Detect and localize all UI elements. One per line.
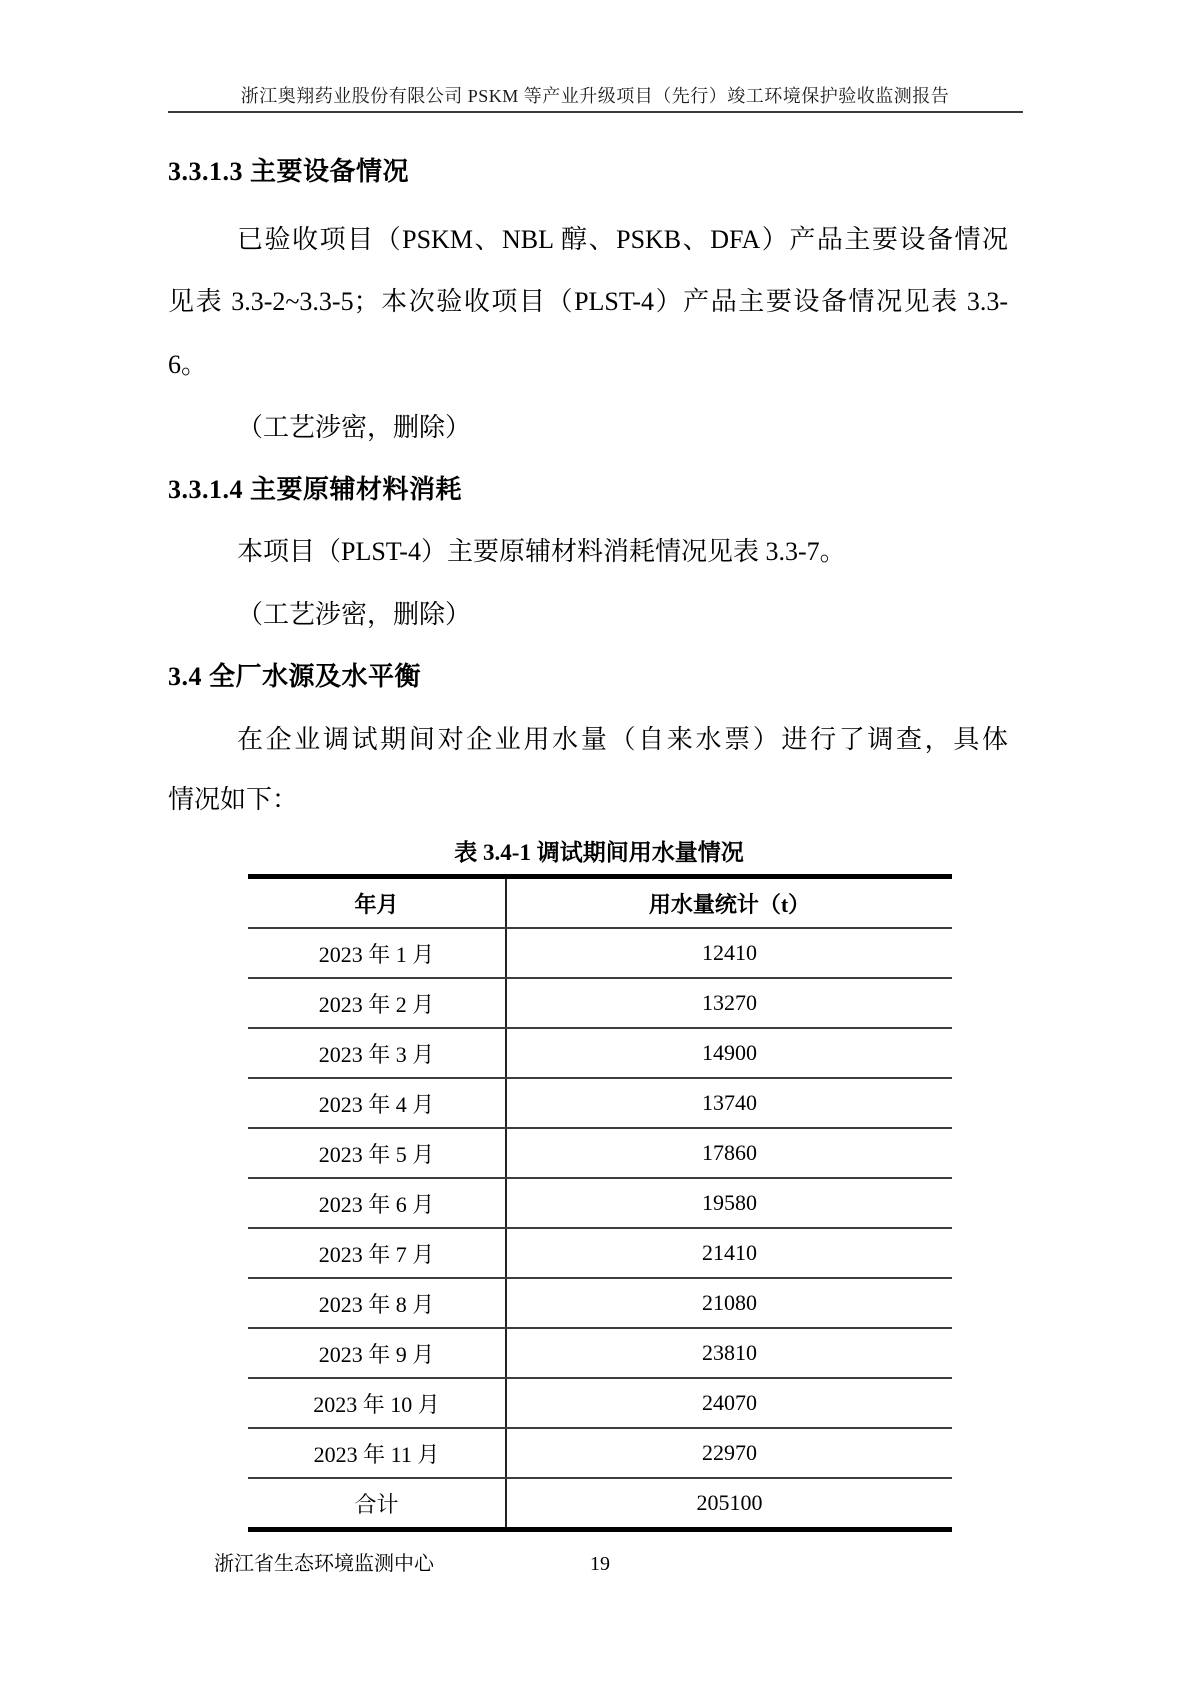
month-cell: 2023 年 10 月 [248,1378,506,1428]
usage-cell: 14900 [506,1028,952,1078]
heading-equipment: 3.3.1.3 主要设备情况 [168,157,410,186]
usage-cell: 12410 [506,928,952,978]
usage-cell: 21080 [506,1278,952,1328]
month-cell: 2023 年 5 月 [248,1128,506,1178]
table-row [248,1378,952,1428]
usage-cell: 23810 [506,1328,952,1378]
total-value-cell: 205100 [506,1478,952,1530]
table-total-row [248,1478,952,1530]
month-cell: 2023 年 7 月 [248,1228,506,1278]
month-cell: 2023 年 4 月 [248,1078,506,1128]
usage-cell: 19580 [506,1178,952,1228]
materials-redacted-note: （工艺涉密，删除） [237,600,472,629]
table-row [248,1028,952,1078]
usage-cell: 17860 [506,1128,952,1178]
month-cell: 2023 年 2 月 [248,978,506,1028]
month-cell: 2023 年 1 月 [248,928,506,978]
heading-water-balance: 3.4 全厂水源及水平衡 [168,662,422,691]
footer-organization: 浙江省生态环境监测中心 [214,1553,434,1575]
table-row [248,1178,952,1228]
usage-cell: 24070 [506,1378,952,1428]
column-header-month: 年月 [248,877,506,929]
equipment-paragraph-line-3: 6。 [168,350,208,379]
month-cell: 2023 年 11 月 [248,1428,506,1478]
month-cell: 2023 年 8 月 [248,1278,506,1328]
usage-cell: 13270 [506,978,952,1028]
equipment-paragraph-line-2: 见表 3.3-2~3.3-5；本次验收项目（PLST-4）产品主要设备情况见表 3.3- [168,287,1008,316]
usage-cell: 13740 [506,1078,952,1128]
water-paragraph-line-2: 情况如下： [168,785,299,814]
equipment-redacted-note: （工艺涉密，删除） [237,413,472,442]
table-header-row [248,877,952,929]
month-cell: 2023 年 9 月 [248,1328,506,1378]
table-row [248,1228,952,1278]
table-row [248,1278,952,1328]
table-row [248,1078,952,1128]
month-cell: 2023 年 3 月 [248,1028,506,1078]
table-row [248,1428,952,1478]
table-row [248,978,952,1028]
column-header-usage: 用水量统计（t） [506,877,952,929]
water-paragraph-line-1: 在企业调试期间对企业用水量（自来水票）进行了调查，具体 [237,725,1008,754]
usage-cell: 22970 [506,1428,952,1478]
materials-paragraph-line-1: 本项目（PLST-4）主要原辅材料消耗情况见表 3.3-7。 [237,537,846,566]
footer-page-number: 19 [590,1553,610,1575]
header-rule [168,111,1023,113]
month-cell: 2023 年 6 月 [248,1178,506,1228]
table-row [248,1328,952,1378]
total-label-cell: 合计 [248,1478,506,1530]
table-row [248,1128,952,1178]
heading-materials: 3.3.1.4 主要原辅材料消耗 [168,475,463,504]
usage-cell: 21410 [506,1228,952,1278]
water-usage-table [248,874,952,1532]
equipment-paragraph-line-1: 已验收项目（PSKM、NBL 醇、PSKB、DFA）产品主要设备情况 [237,225,1008,254]
table-row [248,928,952,978]
table-title: 表 3.4-1 调试期间用水量情况 [454,840,744,865]
running-header-title: 浙江奥翔药业股份有限公司 PSKM 等产业升级项目（先行）竣工环境保护验收监测报告 [240,86,950,106]
